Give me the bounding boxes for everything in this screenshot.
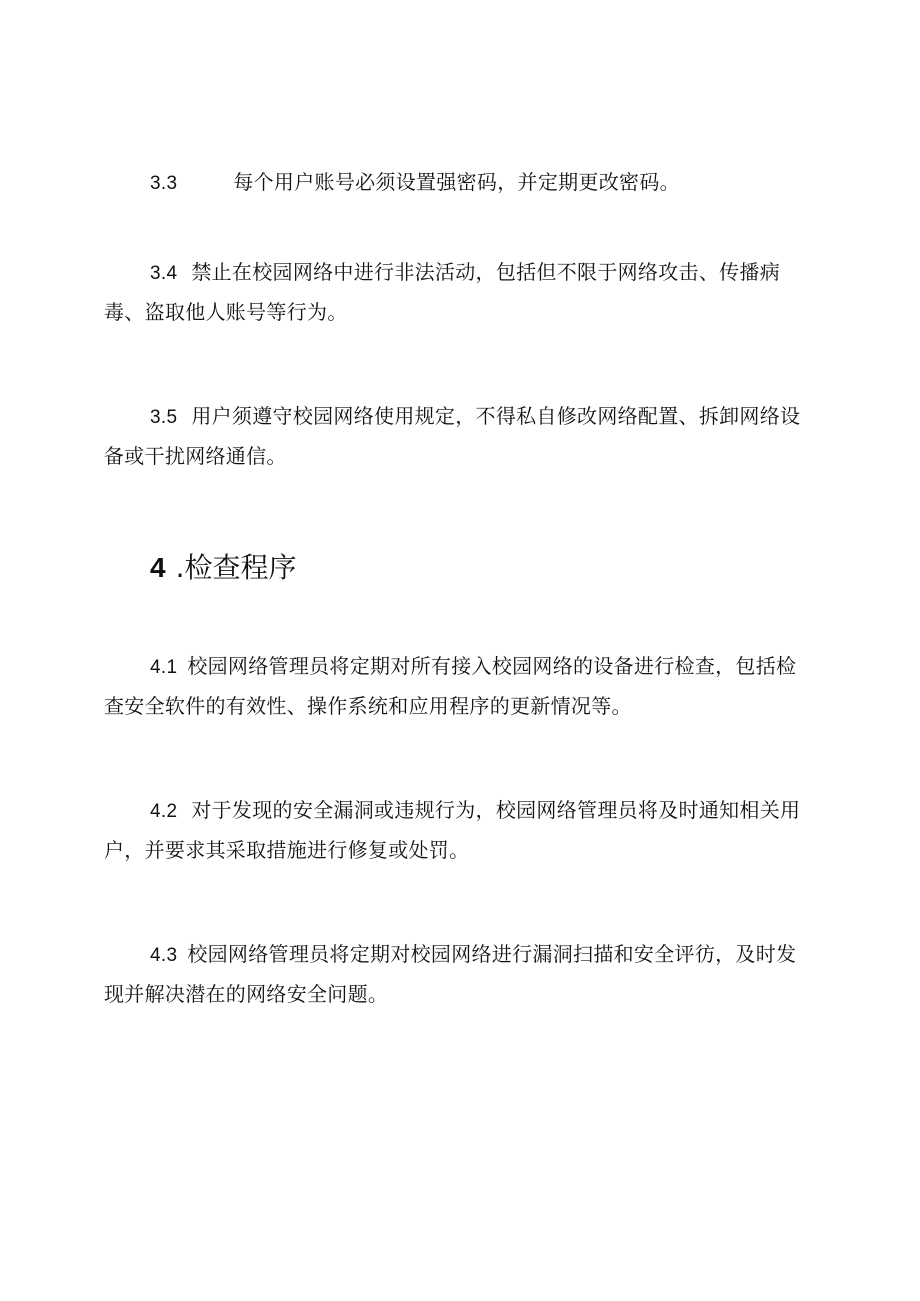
clause-number: 4.1 (150, 657, 178, 678)
clause-text: 用户须遵守校园网络使用规定，不得私自修改网络配置、拆卸网络设备或干扰网络通信。 (104, 404, 801, 468)
clause-3-3 (104, 163, 816, 203)
section-title: .检查程序 (175, 551, 297, 584)
clause-text: 对于发现的安全漏洞或违规行为，校园网络管理员将及时通知相关用户，并要求其采取措施进行修复或处罚。 (104, 798, 801, 862)
section-heading (150, 548, 296, 588)
clause-number: 4.3 (150, 945, 178, 966)
section-number: 4 (150, 552, 166, 583)
clause-3-4 (104, 253, 816, 331)
clause-number: 3.5 (150, 407, 178, 428)
clause-4-1 (104, 647, 816, 725)
clause-text: 校园网络管理员将定期对校园网络进行漏洞扫描和安全评彷，及时发现并解决潜在的网络安全问题。 (104, 942, 797, 1006)
clause-text: 校园网络管理员将定期对所有接入校园网络的设备进行检查，包括检查安全软件的有效性、操作系统和应用程序的更新情况等。 (104, 654, 797, 718)
clause-4-2 (104, 791, 816, 869)
clause-text: 每个用户账号必须设置强密码，并定期更改密码。 (233, 170, 680, 194)
clause-3-5 (104, 397, 816, 475)
clause-text: 禁止在校园网络中进行非法活动，包括但不限于网络攻击、传播病毒、盗取他人账号等行为。 (104, 260, 781, 324)
clause-number: 3.3 (150, 173, 178, 194)
clause-number: 4.2 (150, 801, 178, 822)
clause-4-3 (104, 935, 816, 1013)
clause-number: 3.4 (150, 263, 178, 284)
